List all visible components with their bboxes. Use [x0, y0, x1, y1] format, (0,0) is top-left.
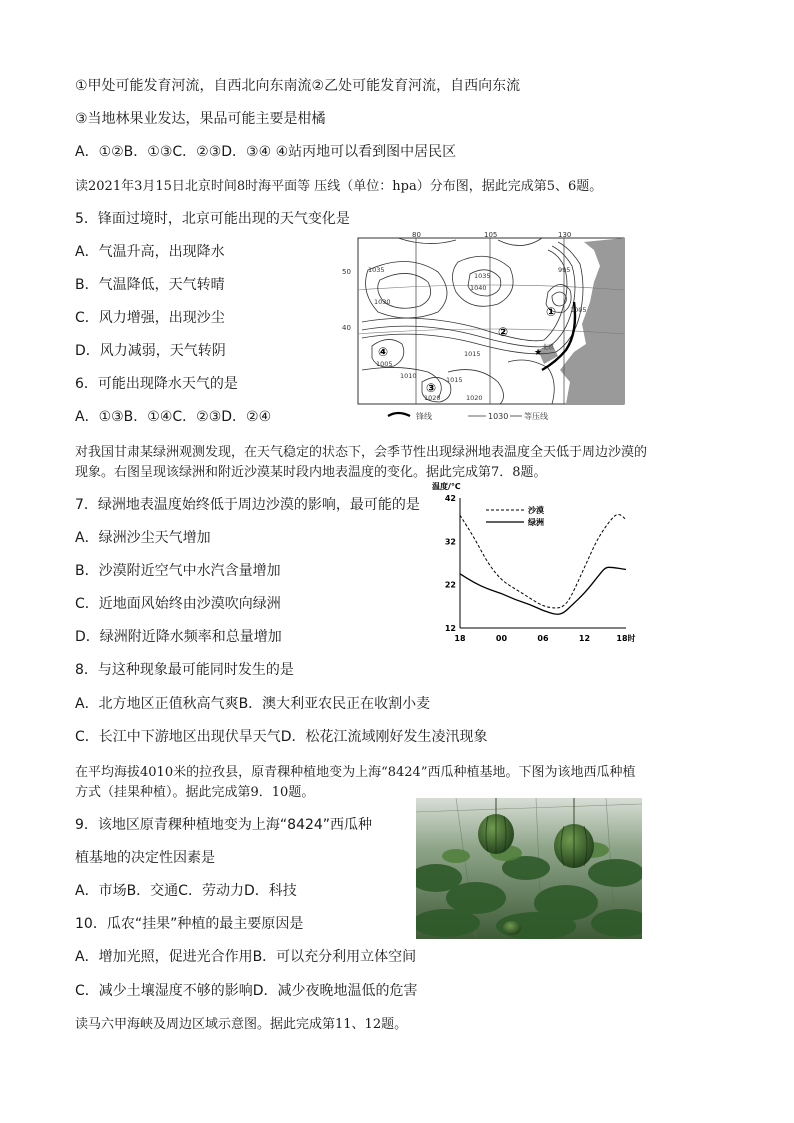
isobar-map	[338, 232, 636, 426]
q8-options-cd: C．长江中下游地区出现伏旱天气D．松花江流域刚好发生凌汛现象	[75, 729, 488, 745]
lat-label-40: 40	[342, 324, 351, 332]
isobar-label: 1015	[464, 350, 481, 358]
q5-option-c: C．风力增强，出现沙尘	[75, 310, 225, 326]
isobar-label: 1030	[374, 298, 391, 306]
temperature-chart	[432, 478, 664, 650]
q6-stem: 6．可能出现降水天气的是	[75, 376, 238, 392]
q6-choices: A．①③B．①④C．②③D．②④	[75, 409, 272, 425]
x-tick-label: 18时	[616, 634, 636, 643]
lat-label-50: 50	[342, 268, 351, 276]
q9-stem-line-1: 9．该地区原青稞种植地变为上海“8424”西瓜种	[75, 817, 373, 833]
isobar-label: 1005	[376, 360, 393, 368]
isobar-label: 1015	[446, 376, 463, 384]
lon-label-130: 130	[558, 232, 572, 239]
q5-stem: 5．锋面过境时，北京可能出现的天气变化是	[75, 211, 350, 227]
beijing-star-icon: ★	[534, 348, 543, 358]
y-tick-label: 12	[444, 624, 456, 633]
marker-4: ④	[378, 345, 389, 359]
y-axis-title: 温度/℃	[432, 482, 461, 491]
isobar-map-figure	[338, 232, 636, 426]
isobar-label: 1010	[400, 372, 417, 380]
q7-option-d: D．绿洲附近降水频率和总量增加	[75, 629, 282, 645]
isobar-label: 1005	[570, 306, 587, 314]
isobar-label: 1035	[474, 272, 491, 280]
x-tick-label: 06	[537, 634, 549, 643]
isobar-label: 1040	[470, 284, 487, 292]
q8-stem: 8．与这种现象最可能同时发生的是	[75, 662, 294, 678]
legend-front-label: 锋线	[416, 412, 432, 421]
marker-1: ①	[546, 305, 557, 319]
q4-choices: A．①②B．①③C．②③D．③④ ④站丙地可以看到图中居民区	[75, 144, 457, 160]
q8-options-ab: A．北方地区正值秋高气爽B．澳大利亚农民正在收割小麦	[75, 696, 431, 712]
q4-option-line-1: ①甲处可能发育河流，自西北向东南流②乙处可能发育河流，自西向东流	[75, 78, 521, 94]
q5-option-d: D．风力减弱，天气转阴	[75, 343, 226, 359]
q4-option-line-2: ③当地林果业发达，果品可能主要是柑橘	[75, 111, 326, 127]
q10-options-ab: A．增加光照，促进光合作用B．可以充分利用立体空间	[75, 949, 417, 965]
x-tick-label: 12	[578, 634, 591, 643]
q7-option-b: B．沙漠附近空气中水汽含量增加	[75, 563, 281, 579]
q5-option-b: B．气温降低，天气转晴	[75, 277, 225, 293]
isobar-label: 995	[558, 266, 571, 274]
q9-stem-line-2: 植基地的决定性因素是	[75, 850, 215, 866]
series-line-oasis	[460, 567, 626, 614]
x-tick-label: 18	[454, 634, 466, 643]
q10-options-cd: C．减少土壤湿度不够的影响D．减少夜晚地温低的危害	[75, 983, 418, 999]
legend-isobar-value: 1030	[488, 412, 509, 421]
q7-option-a: A．绿洲沙尘天气增加	[75, 530, 211, 546]
marker-3: ③	[426, 381, 437, 395]
isobar-label: 1020	[424, 394, 441, 402]
y-tick-label: 42	[444, 494, 456, 503]
series-line-desert	[460, 514, 626, 607]
intro-q7-8-line-1: 对我国甘肃某绿洲观测发现，在天气稳定的状态下，会季节性出现绿洲地表温度全天低于周边沙漠的	[75, 445, 648, 460]
q5-option-a: A．气温升高，出现降水	[75, 244, 225, 260]
lon-label-105: 105	[484, 232, 498, 239]
isobar-label: 1035	[368, 266, 385, 274]
legend-oasis-label: 绿洲	[528, 518, 544, 527]
city-label: 北京	[542, 344, 555, 351]
legend-isobar-label: 等压线	[524, 412, 548, 421]
intro-q7-8-line-2: 现象。右图呈现该绿洲和附近沙漠某时段内地表温度的变化。据此完成第7．8题。	[75, 465, 547, 480]
intro-q5-6: 读2021年3月15日北京时间8时海平面等 压线（单位：hpa）分布图，据此完成第5、6题。	[75, 179, 603, 194]
q9-choices: A．市场B．交通C．劳动力D．科技	[75, 883, 297, 899]
watermelon-fruit	[503, 921, 521, 935]
intro-q11-12: 读马六甲海峡及周边区域示意图。据此完成第11、12题。	[75, 1017, 408, 1032]
intro-q9-10-line-1: 在平均海拔4010米的拉孜县，原青稞种植地变为上海“8424”西瓜种植基地。下图为该地西瓜种植	[75, 765, 636, 780]
isobar-label: 1020	[466, 394, 483, 402]
q10-stem: 10．瓜农“挂果”种植的最主要原因是	[75, 916, 304, 932]
q7-option-c: C．近地面风始终由沙漠吹向绿洲	[75, 596, 281, 612]
x-tick-label: 00	[495, 634, 508, 643]
lon-label-80: 80	[412, 232, 421, 239]
watermelon-photo	[416, 798, 642, 939]
legend-front-symbol	[388, 413, 410, 416]
temperature-chart-figure	[432, 478, 664, 650]
y-tick-label: 32	[444, 537, 456, 547]
intro-q9-10-line-2: 方式（挂果种植）。据此完成第9．10题。	[75, 785, 315, 800]
q7-stem: 7．绿洲地表温度始终低于周边沙漠的影响，最可能的是	[75, 497, 420, 513]
marker-2: ②	[498, 325, 509, 339]
legend-desert-label: 沙漠	[528, 506, 544, 515]
y-tick-label: 22	[444, 580, 456, 590]
